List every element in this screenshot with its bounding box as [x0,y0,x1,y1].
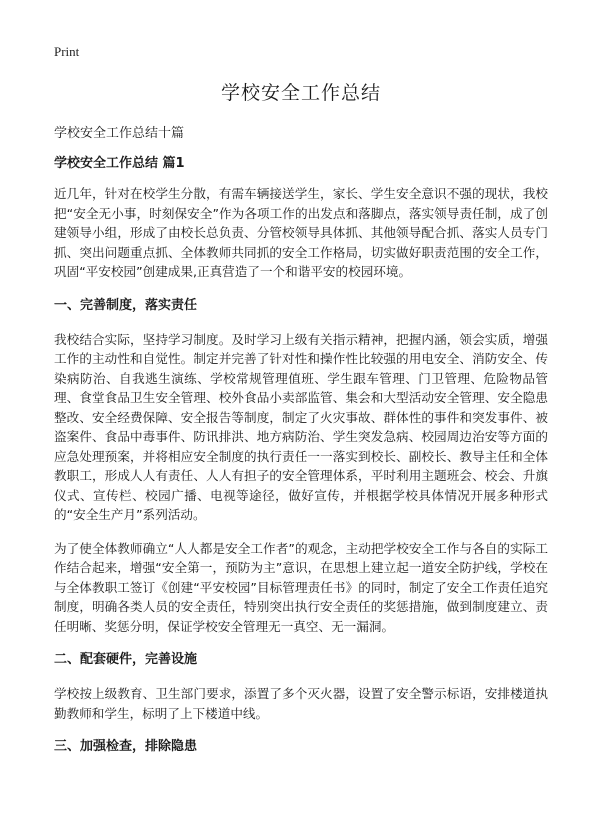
section-heading-2: 二、配套硬件，完善设施 [54,652,198,667]
section-2-paragraph-1: 学校按上级教育、卫生部门要求，添置了多个灭火器，设置了安全警示标语，安排楼道执勤教师和学生，标明了上下楼道中线。 [54,686,548,721]
article-heading: 学校安全工作总结 篇1 [54,156,185,171]
document-subtitle: 学校安全工作总结十篇 [54,126,185,141]
print-link[interactable]: Print [54,44,80,59]
section-heading-3: 三、加强检查，排除隐患 [54,739,198,754]
section-heading-1: 一、完善制度，落实责任 [54,297,198,313]
section-1-paragraph-1: 我校结合实际，坚持学习制度。及时学习上级有关指示精神，把握内涵，领会实质，增强工作的主动性和自觉性。制定并完善了针对性和操作性比较强的用电安全、消防安全、传染病防治、自我逃生演练、学校常规管理值班、学生跟车管理、门卫管理、危险物品管理、食堂食品卫生安全管理、校外食品小卖部监管、集会和大型活动安全管理、安全隐患整改、安全经费保障、安全报告等制度，制定了火灾事故、群体性的事件和突发事件、被盗案件、食品中毒事件、防讯排洪、地方病防治、学生突发急病、校园周边治安等方面的应急处理预案，并将相应安全制度的执行责任一一落实到校长、副校长、教导主任和全体教职工，形成人人有责任、人人有担子的安全管理体系，平时利用主题班会、校会、升旗仪式、宣传栏、校园广播、电视等途径，做好宣传，并根据学校具体情况开展多种形式的“安全生产月”系列活动。 [54,331,548,522]
page-title: 学校安全工作总结 [220,82,381,104]
document-body [54,78,548,771]
section-1-paragraph-2: 为了使全体教师确立“人人都是安全工作者”的观念，主动把学校安全工作与各自的实际工作结合起来，增强“安全第一，预防为主”意识，在思想上建立起一道安全防护线，学校在与全体教职工签订《创建“平安校园”目标管理责任书》的同时，制定了安全工作责任追究制度，明确各类人员的安全责任，特别突出执行安全责任的奖惩措施，做到制度建立、责任明晰、奖惩分明，保证学校安全管理无一真空、无一漏洞。 [54,540,548,634]
intro-paragraph: 近几年，针对在校学生分散，有需车辆接送学生，家长、学生安全意识不强的现状，我校把“安全无小事，时刻保安全”作为各项工作的出发点和落脚点，落实领导责任制，成了创建领导小组，形成了由校长总负责、分管校领导具体抓、其他领导配合抓、落实人员专门抓、突出问题重点抓、全体教师共同抓的安全工作格局，切实做好职责范围的安全工作，巩固“平安校园”创建成果,正真营造了一个和谐平安的校园环境。 [54,186,548,279]
